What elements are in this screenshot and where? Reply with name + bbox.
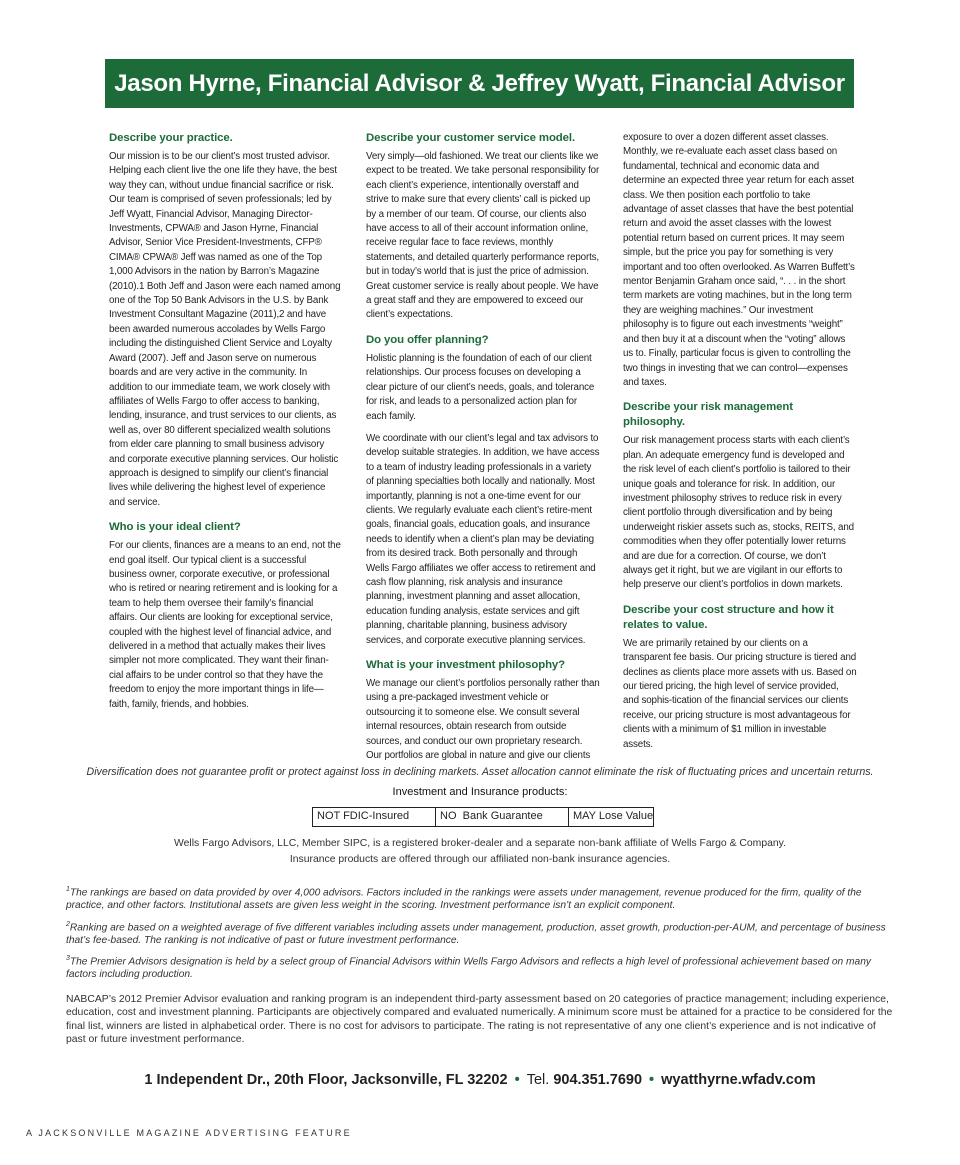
investment-products-title: Investment and Insurance products: bbox=[392, 786, 568, 798]
text-customer-service: Very simply—old fashioned. We treat our clients like we expect to be treated. We take personal responsibility for each client’s experience, intentionally overstaff and strive to make sure that every clients’ call is picked up by a member of our team. Of course, our clients also have access to all of their account information online, receive regular face to face reviews, monthly statements, and detailed quarterly performance reports, but in today’s world that is just the price of admission. Great customer service is really about people. We have a great staff and they are empowered to exceed our client’s expectations. bbox=[366, 151, 600, 321]
footnote-mark: 1 bbox=[66, 886, 70, 893]
contact-address bbox=[0, 1072, 960, 1088]
nabcap-notice: NABCAP’s 2012 Premier Advisor evaluation and ranking program is an independent third-party assessment based on 20 categories of practice management; including experience, education, cost and investment planning. Participants are objectively compared and evaluated numerically. A minimum score must be attained for a practice to be considered for the final list, winners are listed in alphabetical order. There is no cost for advisors to participate. The rating is not representative of any one client’s experience and is not indicative of past or future investment performance. bbox=[66, 994, 893, 1046]
footnote-mark: 2 bbox=[66, 920, 70, 928]
text-investment-philosophy-cont: exposure to over a dozen different asset classes. Monthly, we re-evaluate each asset class based on fundamental, technical and economic data and determine an expected three year return for each asset class. We then position each portfolio to take advantage of asset classes that have the best potential return and avoid the asset classes with the lowest potential return based on current prices. It may seem simple, but the price you pay for something is very important and too often overlooked. As Warren Buffett’s mentor Benjamin Graham once said, “. . . in the short term markets are voting machines, but in the long term they are weighing machines.” Our investment philosophy is to figure out each investments “weight” and then buy it at a discount when the “voting” allows us to. Finally, particular focus is given to controlling the two things in investing that we can control—expenses and taxes. bbox=[623, 132, 855, 388]
footnote-text: Ranking are based on a weighted average of five different variables including assets under management, production, asset growth, production-per-AUM, and percentage of business that’s fee-based. The ranking is not indicative of past or future investment performance. bbox=[66, 921, 886, 946]
advertising-feature-label: A JACKSONVILLE MAGAZINE ADVERTISING FEATURE bbox=[26, 1128, 352, 1138]
heading-practice: Describe your practice. bbox=[109, 132, 233, 144]
separator-dot: • bbox=[514, 1072, 520, 1088]
no-bank-guarantee-cell: NO Bank Guarantee bbox=[436, 808, 569, 826]
footnote-text: The Premier Advisors designation is held by a select group of Financial Advisors within Wells Fargo Advisors and reflects a high level of professional achievement based on many factors including production. bbox=[66, 956, 871, 981]
member-sipc-notice bbox=[0, 836, 960, 868]
text-practice: Our mission is to be our client’s most trusted advisor. Helping each client live the one life they have, the best way they can, without undue financial sacrifice or risk. Our team is comprised of seven professionals; led by Jeff Wyatt, Financial Advisor, Managing Director-Investments, CPWA® and Jason Hyrne, Financial Advisor, Senior Vice President-Investments, CFP® CIMA® CPWA® Jeff was named as one of the Top 1,000 Advisors in the nation by Barron’s Magazine (2010).1 Both Jeff and Jason were each named among one of the Top 50 Bank Advisors in the U.S. by Bank Investment Consultant Magazine (2011),2 and have been awarded numerous accolades by Wells Fargo including the distinguished Client Service and Loyalty Award (2007). Jeff and Jason serve on numerous boards and are very active in the community. In addition to our immediate team, we work closely with affiliates of Wells Fargo to offer access to banking, lending, insurance, and trust services to our clients, as well as, over 80 different specialized wealth solutions from elder care planning to small business advisory and corporate executive planning services. Our holistic approach is designed to simplify our client’s financial lives while delivering the highest level of experience and service. bbox=[109, 151, 341, 508]
tel-label: Tel. bbox=[526, 1072, 550, 1088]
heading-cost-structure: Describe your cost structure and how it relates to value. bbox=[623, 603, 834, 631]
may-lose-value-cell: MAY Lose Value bbox=[573, 810, 654, 822]
footnote-1 bbox=[66, 884, 896, 913]
page-title: Jason Hyrne, Financial Advisor & Jeffrey Wyatt, Financial Advisor bbox=[105, 59, 854, 108]
text-ideal-client: For our clients, finances are a means to an end, not the end goal itself. Our typical client is a successful business owner, corporate executive, or professional who is retired or nearing retirement and is looking for a team to help them oversee their family’s financial affairs. Our clients are looking for exceptional service, coupled with the highest level of financial advice, and delivered in a method that actually makes their lives simpler not more complicated. They want their finan-cial affairs to be under control so that they have the freedom to enjoy the more important things in life—faith, family, friends, and hobbies. bbox=[109, 540, 341, 710]
column-2 bbox=[366, 131, 600, 771]
member-line-1: Wells Fargo Advisors, LLC, Member SIPC, is a registered broker-dealer and a separate non-bank affiliate of Wells Fargo & Company. bbox=[174, 838, 786, 849]
footnotes bbox=[66, 884, 896, 988]
footnote-mark: 3 bbox=[66, 955, 70, 963]
heading-customer-service: Describe your customer service model. bbox=[366, 132, 576, 144]
not-fdic-insured-cell: NOT FDIC-Insured bbox=[313, 808, 436, 826]
diversification-disclaimer: Diversification does not guarantee profit or protect against loss in declining markets. Asset allocation cannot eliminate the risk of fluctuating prices and uncertain returns. bbox=[86, 766, 874, 778]
heading-risk-management: Describe your risk management philosophy. bbox=[623, 401, 793, 429]
investment-products-table bbox=[312, 807, 654, 827]
website: wyatthyrne.wfadv.com bbox=[661, 1072, 816, 1088]
text-planning-1: Holistic planning is the foundation of each of our client relationships. Our process focuses on developing a clear picture of our client’s needs, goals, and tolerance for risk, and leads to a personalized action plan for each family. bbox=[366, 352, 595, 422]
text-planning-2: We coordinate with our client’s legal and tax advisors to develop suitable strategies. In addition, we have access to a team of industry leading professionals in a variety of planning specialties both locally and nationally. Most importantly, planning is not a one-time event for our clients. We regularly evaluate each client’s retire-ment goals, financial goals, education goals, and insurance needs to identify when a client’s plan may be deviating from its desired track. Both personally and through Wells Fargo affiliates we offer access to retirement and cash flow planning, risk analysis and insurance planning, investment planning and asset allocation, education funding analysis, estate services and gift planning, charitable planning, business advisory services, and corporate executive planning services. bbox=[366, 432, 600, 646]
column-3 bbox=[623, 131, 857, 760]
footnote-2 bbox=[66, 919, 896, 948]
separator-dot: • bbox=[649, 1072, 655, 1088]
member-line-2: Insurance products are offered through our affiliated non-bank insurance agencies. bbox=[289, 854, 671, 865]
column-1 bbox=[109, 131, 341, 720]
text-cost-structure: We are primarily retained by our clients on a transparent fee basis. Our pricing structure is tiered and declines as clients place more assets with us. Based on our tiered pricing, the high level of service provided, and sophis-tication of the financial services our clients receive, our pricing structure is most advantageous for clients with a minimum of $1 million in investable assets. bbox=[623, 637, 857, 750]
heading-investment-philosophy: What is your investment philosophy? bbox=[366, 659, 566, 671]
street-address: 1 Independent Dr., 20th Floor, Jacksonville, FL 32202 bbox=[144, 1072, 508, 1088]
text-investment-philosophy: We manage our client’s portfolios personally rather than using a pre-packaged investment vehicle or outsourcing it to someone else. We consult several internal resources, obtain research from outside sources, and conduct our own proprietary research. Our portfolios are global in nature and give our clients bbox=[366, 678, 600, 762]
footnote-3 bbox=[66, 953, 896, 982]
heading-planning: Do you offer planning? bbox=[366, 333, 489, 346]
heading-ideal-client: Who is your ideal client? bbox=[109, 521, 241, 534]
phone-number: 904.351.7690 bbox=[553, 1072, 643, 1088]
text-risk-management: Our risk management process starts with each client’s plan. An adequate emergency fund is developed and the risk level of each client’s portfolio is tailored to their unique goals and tolerance for risk. In addition, our investment philosophy strives to reduce risk in every client portfolio through diversification and by being underweight riskier assets such as, stocks, REITS, and commodities when they offer potentially lower returns and are due for a correction. Of course, we don’t always get it right, but we are vigilant in our efforts to help preserve our client’s portfolios in down markets. bbox=[623, 435, 854, 591]
footnote-text: The rankings are based on data provided by over 4,000 advisors. Factors included in the rankings were assets under management, revenue produced for the firm, quality of the practice, and other factors. Institutional assets are given less weight in the scoring. Investment performance isn’t an explicit component. bbox=[66, 887, 862, 911]
